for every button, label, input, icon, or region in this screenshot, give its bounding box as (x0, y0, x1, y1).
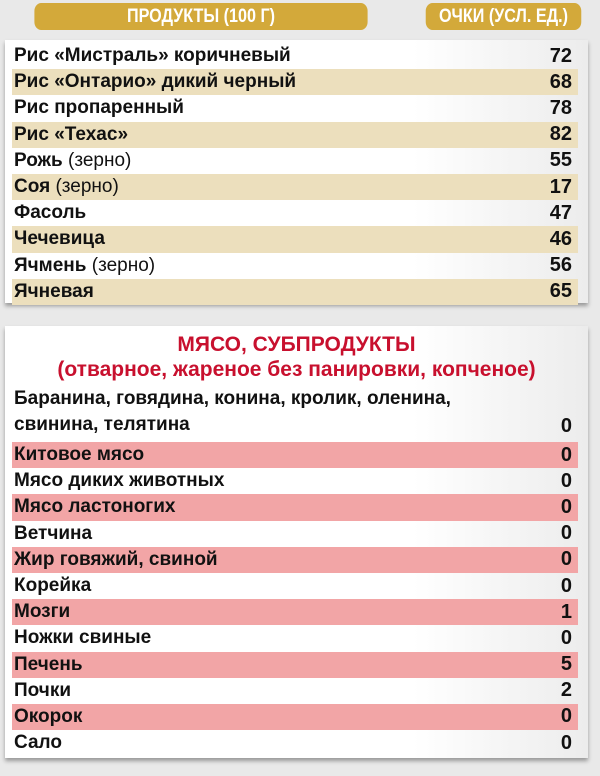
table-row (12, 279, 578, 305)
row-value: 0 (560, 731, 572, 754)
row-note: (зерно) (86, 254, 156, 276)
table-row (12, 468, 578, 494)
table-row (12, 704, 578, 730)
row-name-text: Корейка (14, 575, 92, 597)
row-value: 65 (549, 280, 572, 303)
row-name-text: Фасоль (14, 202, 87, 224)
meat-section-title (5, 332, 588, 382)
row-name-text: Рис «Мистраль» коричневый (14, 45, 291, 67)
row-name (14, 706, 82, 728)
row-name (14, 627, 151, 649)
row-value: 46 (549, 227, 572, 250)
row-value: 2 (560, 679, 572, 702)
row-name-text: Мясо диких животных (14, 470, 225, 492)
row-value: 5 (560, 653, 572, 676)
row-name (14, 255, 155, 277)
meat-title: МЯСО, СУБПРОДУКТЫ (177, 333, 416, 356)
row-name-text: Печень (14, 653, 83, 675)
table-row (12, 69, 578, 95)
row-value: 0 (560, 469, 572, 492)
row-name-text: Китовое мясо (14, 444, 145, 466)
table-row (12, 226, 578, 252)
grains-rows (12, 43, 578, 305)
row-value: 55 (549, 149, 572, 172)
grains-table (5, 40, 588, 303)
row-name (14, 71, 296, 93)
row-name-line1: Баранина, говядина, конина, кролик, оленина, (14, 388, 451, 409)
table-row (12, 174, 578, 200)
row-name (14, 281, 94, 303)
row-name (14, 601, 70, 623)
row-name-text: Мозги (14, 601, 71, 623)
points-column-header: ОЧКИ (УСЛ. ЕД.) (426, 3, 582, 30)
table-row (12, 148, 578, 174)
row-value: 82 (549, 123, 572, 146)
table-row (12, 95, 578, 121)
row-note: (зерно) (50, 176, 119, 198)
row-value: 17 (549, 175, 572, 198)
row-name (14, 176, 119, 198)
row-name (14, 228, 105, 250)
row-name (14, 470, 224, 492)
row-name (14, 386, 451, 438)
table-row (12, 386, 578, 442)
row-note: (зерно) (62, 149, 132, 171)
table-row (12, 625, 578, 651)
row-name-text: Чечевица (14, 228, 105, 250)
row-value: 0 (560, 705, 572, 728)
table-row (12, 547, 578, 573)
row-name (14, 124, 128, 146)
row-name (14, 97, 184, 119)
row-value: 1 (560, 600, 572, 623)
row-name (14, 45, 291, 67)
meat-table (5, 326, 588, 758)
meat-rows (12, 386, 578, 756)
row-value: 0 (560, 522, 572, 545)
row-value: 0 (560, 415, 572, 437)
row-name-text: Почки (14, 679, 72, 701)
row-name-text: Сало (14, 732, 62, 754)
row-value: 72 (549, 44, 572, 67)
row-name (14, 680, 71, 702)
meat-subtitle: (отварное, жареное без панировки, копченое) (57, 358, 536, 381)
row-name-text: Жир говяжий, свиной (14, 548, 218, 570)
row-name-text: Рожь (14, 149, 63, 171)
row-name (14, 654, 83, 676)
row-value: 0 (560, 495, 572, 518)
row-name-text: Ячмень (14, 254, 87, 276)
row-value: 0 (560, 574, 572, 597)
row-name (14, 732, 62, 754)
row-name-text: Ветчина (14, 522, 93, 544)
row-name-text: Соя (14, 176, 51, 198)
row-value: 56 (549, 254, 572, 277)
row-name (14, 575, 91, 597)
row-value: 68 (549, 70, 572, 93)
row-name (14, 444, 144, 466)
table-row (12, 200, 578, 226)
row-value: 0 (560, 548, 572, 571)
row-name-line2: свинина, телятина (14, 414, 190, 435)
row-name-text: Мясо ластоногих (14, 496, 176, 518)
row-name (14, 549, 218, 571)
table-row (12, 122, 578, 148)
row-name (14, 523, 92, 545)
row-name-text: Ячневая (14, 280, 94, 302)
row-name-text: Рис «Онтарио» дикий черный (14, 71, 297, 93)
table-row (12, 43, 578, 69)
table-row (12, 599, 578, 625)
row-value: 0 (560, 443, 572, 466)
row-value: 78 (549, 96, 572, 119)
table-row (12, 652, 578, 678)
table-row (12, 521, 578, 547)
table-row (12, 442, 578, 468)
row-name-text: Рис пропаренный (14, 97, 184, 119)
row-name (14, 150, 131, 172)
row-name-text: Рис «Техас» (14, 123, 129, 145)
row-name-text: Окорок (14, 705, 83, 727)
row-value: 47 (549, 201, 572, 224)
products-column-header: ПРОДУКТЫ (100 Г) (34, 3, 367, 30)
table-row (12, 253, 578, 279)
row-name (14, 496, 175, 518)
row-value: 0 (560, 626, 572, 649)
table-row (12, 494, 578, 520)
table-row (12, 678, 578, 704)
row-name (14, 202, 86, 224)
table-row (12, 730, 578, 756)
table-row (12, 573, 578, 599)
row-name-text: Ножки свиные (14, 627, 152, 649)
